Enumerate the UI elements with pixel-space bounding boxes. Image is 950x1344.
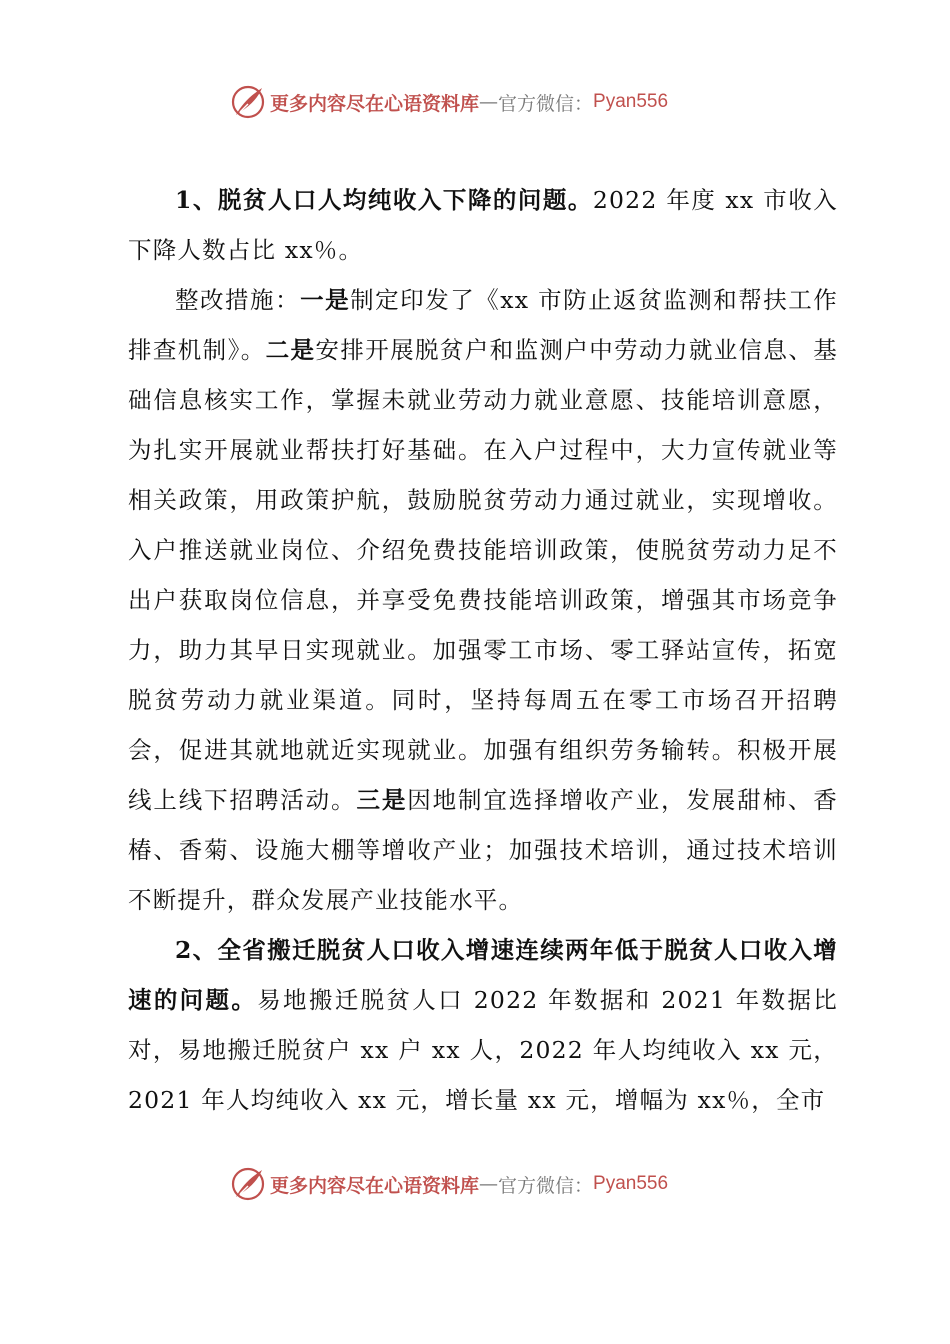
paragraph-1-text: 2022 年度 xx 市收入下降人数占比 xx％。: [128, 186, 838, 264]
marker-2: 二是: [265, 336, 316, 364]
measures-intro: 整改措施：: [175, 286, 301, 314]
pen-logo-icon: [228, 1164, 268, 1204]
heading-1: 1、脱贫人口人均纯收入下降的问题。: [175, 186, 593, 214]
watermark-dash: —: [479, 1173, 499, 1195]
watermark-id: Pyan556: [593, 1173, 669, 1194]
watermark-main-text: 更多内容尽在心语资料库: [270, 1174, 480, 1197]
marker-1: 一是: [300, 286, 351, 314]
pen-logo-icon: [228, 82, 268, 122]
paragraph-1: [128, 175, 838, 275]
measure-3-text: 因地制宜选择增收产业，发展甜柿、香椿、香菊、设施大棚等增收产业；加强技术培训，通过技术培训不断提升，群众发展产业技能水平。: [128, 786, 838, 914]
watermark-label: 官方微信：: [498, 92, 594, 115]
watermark-dash: —: [479, 91, 499, 113]
watermark-main-text: 更多内容尽在心语资料库: [270, 92, 480, 115]
paragraph-3: [128, 925, 838, 1125]
heading-2: 2、全省搬迁脱贫人口收入增速连续两年低于脱贫人口收入增速的问题。: [128, 936, 838, 1014]
paragraph-3-text: 易地搬迁脱贫人口 2022 年数据和 2021 年数据比对，易地搬迁脱贫户 xx 户 xx 人，2022 年人均纯收入 xx 元，2021 年人均纯收入 xx 元，增长量 xx 元，增幅为 xx％，全市: [128, 986, 839, 1114]
watermark-footer: [228, 1164, 748, 1204]
measure-1-text: 制定印发了《xx 市防止返贫监测和帮扶工作排查机制》。: [128, 286, 839, 364]
watermark-id: Pyan556: [593, 91, 669, 112]
measure-2-text: 安排开展脱贫户和监测户中劳动力就业信息、基础信息核实工作，掌握未就业劳动力就业意愿、技能培训意愿，为扎实开展就业帮扶打好基础。在入户过程中，大力宣传就业等相关政策，用政策护航，鼓励脱贫劳动力通过就业，实现增收。入户推送就业岗位、介绍免费技能培训政策，使脱贫劳动力足不出户获取岗位信息，并享受免费技能培训政策，增强其市场竞争力，助力其早日实现就业。加强零工市场、零工驿站宣传，拓宽脱贫劳动力就业渠道。同时，坚持每周五在零工市场召开招聘会，促进其就地就近实现就业。加强有组织劳务输转。积极开展线上线下招聘活动。: [128, 336, 839, 814]
marker-3: 三是: [356, 786, 408, 814]
document-body: [128, 175, 838, 1125]
watermark-label: 官方微信：: [498, 1174, 594, 1197]
watermark-header: [228, 82, 748, 122]
paragraph-2: [128, 275, 838, 925]
